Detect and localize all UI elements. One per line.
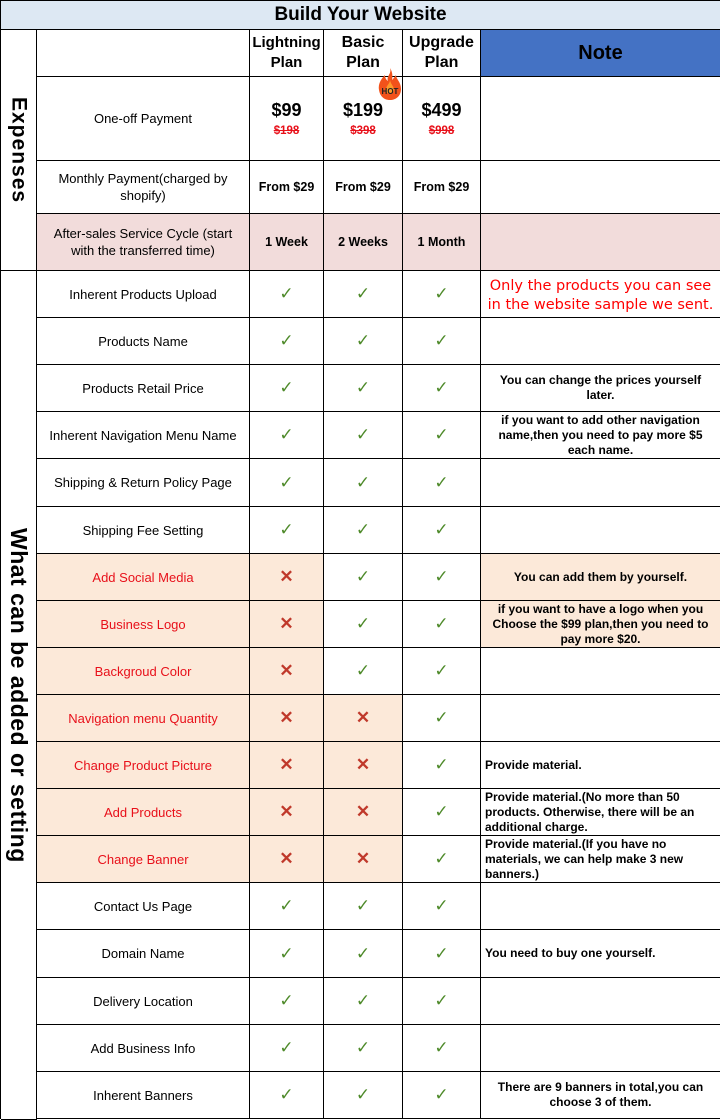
price: $499 bbox=[421, 100, 462, 120]
feature-note bbox=[481, 1025, 720, 1072]
check-icon: ✓ bbox=[403, 459, 481, 507]
check-icon: ✓ bbox=[250, 930, 324, 978]
feature-label: Navigation menu Quantity bbox=[37, 695, 250, 742]
plan-name-line2: Plan bbox=[346, 54, 380, 71]
price-cell-lightning bbox=[250, 77, 324, 161]
note-monthly bbox=[481, 161, 720, 214]
feature-note bbox=[481, 459, 720, 507]
cross-icon: ✕ bbox=[324, 789, 403, 836]
plan-name-line2: Plan bbox=[270, 54, 303, 71]
row-label-service: After-sales Service Cycle (start with the transferred time) bbox=[37, 214, 250, 271]
check-icon: ✓ bbox=[324, 1072, 403, 1119]
cross-icon: ✕ bbox=[250, 695, 324, 742]
feature-label: Add Social Media bbox=[37, 554, 250, 601]
feature-label: Contact Us Page bbox=[37, 883, 250, 930]
check-icon: ✓ bbox=[403, 978, 481, 1025]
cross-icon: ✕ bbox=[250, 554, 324, 601]
feature-label: Business Logo bbox=[37, 601, 250, 648]
check-icon: ✓ bbox=[250, 459, 324, 507]
check-icon: ✓ bbox=[250, 365, 324, 412]
note-service bbox=[481, 214, 720, 271]
check-icon: ✓ bbox=[324, 1025, 403, 1072]
feature-label: Products Retail Price bbox=[37, 365, 250, 412]
check-icon: ✓ bbox=[403, 742, 481, 789]
check-icon: ✓ bbox=[403, 789, 481, 836]
cross-icon: ✕ bbox=[324, 695, 403, 742]
check-icon: ✓ bbox=[324, 930, 403, 978]
cross-icon: ✕ bbox=[250, 789, 324, 836]
feature-label: Shipping & Return Policy Page bbox=[37, 459, 250, 507]
check-icon: ✓ bbox=[324, 271, 403, 318]
row-label-monthly: Monthly Payment(charged by shopify) bbox=[37, 161, 250, 214]
feature-note: There are 9 banners in total,you can choose 3 of them. bbox=[481, 1072, 720, 1119]
note-header: Note bbox=[481, 30, 720, 77]
check-icon: ✓ bbox=[250, 318, 324, 365]
hot-badge-text: HOT bbox=[381, 87, 399, 96]
feature-note: Provide material.(If you have no materials, we can help make 3 new banners.) bbox=[481, 836, 720, 883]
hot-flame-icon bbox=[377, 67, 403, 101]
monthly-upgrade: From $29 bbox=[403, 161, 481, 214]
cross-icon: ✕ bbox=[250, 601, 324, 648]
check-icon: ✓ bbox=[250, 883, 324, 930]
plan-name-line2: Plan bbox=[424, 54, 459, 71]
check-icon: ✓ bbox=[324, 412, 403, 459]
check-icon: ✓ bbox=[324, 978, 403, 1025]
check-icon: ✓ bbox=[250, 1025, 324, 1072]
cross-icon: ✕ bbox=[324, 742, 403, 789]
table-title: Build Your Website bbox=[1, 1, 720, 30]
note-one-off bbox=[481, 77, 720, 161]
feature-label: Domain Name bbox=[37, 930, 250, 978]
check-icon: ✓ bbox=[403, 648, 481, 695]
check-icon: ✓ bbox=[250, 978, 324, 1025]
check-icon: ✓ bbox=[403, 412, 481, 459]
feature-note: You need to buy one yourself. bbox=[481, 930, 720, 978]
check-icon: ✓ bbox=[324, 883, 403, 930]
plan-name-line1: Upgrade bbox=[409, 34, 474, 51]
check-icon: ✓ bbox=[324, 507, 403, 554]
check-icon: ✓ bbox=[324, 365, 403, 412]
feature-note: if you want to add other navigation name,then you need to pay more $5 each name. bbox=[481, 412, 720, 459]
feature-label: Backgroud Color bbox=[37, 648, 250, 695]
feature-note bbox=[481, 695, 720, 742]
check-icon: ✓ bbox=[324, 554, 403, 601]
check-icon: ✓ bbox=[324, 648, 403, 695]
check-icon: ✓ bbox=[403, 601, 481, 648]
features-label: What can be added or setting bbox=[6, 527, 32, 863]
check-icon: ✓ bbox=[403, 695, 481, 742]
service-basic: 2 Weeks bbox=[324, 214, 403, 271]
feature-label: Change Product Picture bbox=[37, 742, 250, 789]
cross-icon: ✕ bbox=[324, 836, 403, 883]
feature-label: Products Name bbox=[37, 318, 250, 365]
feature-note: Provide material.(No more than 50 products. Otherwise, there will be an additional charge. bbox=[481, 789, 720, 836]
cross-icon: ✕ bbox=[250, 742, 324, 789]
feature-label: Add Products bbox=[37, 789, 250, 836]
feature-label: Inherent Products Upload bbox=[37, 271, 250, 318]
check-icon: ✓ bbox=[403, 271, 481, 318]
check-icon: ✓ bbox=[324, 601, 403, 648]
service-lightning: 1 Week bbox=[250, 214, 324, 271]
check-icon: ✓ bbox=[403, 883, 481, 930]
check-icon: ✓ bbox=[403, 1025, 481, 1072]
feature-note: Provide material. bbox=[481, 742, 720, 789]
check-icon: ✓ bbox=[250, 271, 324, 318]
check-icon: ✓ bbox=[403, 507, 481, 554]
check-icon: ✓ bbox=[403, 930, 481, 978]
check-icon: ✓ bbox=[403, 1072, 481, 1119]
feature-note bbox=[481, 318, 720, 365]
check-icon: ✓ bbox=[403, 318, 481, 365]
feature-note bbox=[481, 507, 720, 554]
feature-label: Change Banner bbox=[37, 836, 250, 883]
plan-name-line1: Lightning bbox=[252, 34, 321, 51]
price-cell-upgrade bbox=[403, 77, 481, 161]
cross-icon: ✕ bbox=[250, 648, 324, 695]
price: $99 bbox=[271, 100, 302, 120]
expenses-section bbox=[1, 30, 37, 271]
check-icon: ✓ bbox=[403, 836, 481, 883]
header-blank bbox=[37, 30, 250, 77]
feature-label: Add Business Info bbox=[37, 1025, 250, 1072]
plan-header-lightning bbox=[250, 30, 324, 77]
monthly-lightning: From $29 bbox=[250, 161, 324, 214]
feature-note: Only the products you can see in the website sample we sent. bbox=[481, 271, 720, 318]
feature-note bbox=[481, 883, 720, 930]
feature-note bbox=[481, 978, 720, 1025]
expenses-label: Expenses bbox=[7, 96, 31, 204]
feature-note: You can add them by yourself. bbox=[481, 554, 720, 601]
feature-note bbox=[481, 648, 720, 695]
feature-note: You can change the prices yourself later. bbox=[481, 365, 720, 412]
old-price: $398 bbox=[350, 125, 376, 137]
check-icon: ✓ bbox=[403, 554, 481, 601]
plan-name-line1: Basic bbox=[341, 34, 385, 51]
price: $199 bbox=[342, 100, 384, 120]
plan-header-upgrade bbox=[403, 30, 481, 77]
check-icon: ✓ bbox=[324, 459, 403, 507]
features-section bbox=[1, 271, 37, 1120]
check-icon: ✓ bbox=[250, 412, 324, 459]
monthly-basic: From $29 bbox=[324, 161, 403, 214]
cross-icon: ✕ bbox=[250, 836, 324, 883]
check-icon: ✓ bbox=[403, 365, 481, 412]
check-icon: ✓ bbox=[250, 507, 324, 554]
feature-label: Delivery Location bbox=[37, 978, 250, 1025]
feature-note: if you want to have a logo when you Choose the $99 plan,then you need to pay more $20. bbox=[481, 601, 720, 648]
check-icon: ✓ bbox=[324, 318, 403, 365]
check-icon: ✓ bbox=[250, 1072, 324, 1119]
feature-label: Shipping Fee Setting bbox=[37, 507, 250, 554]
service-upgrade: 1 Month bbox=[403, 214, 481, 271]
row-label-one-off: One-off Payment bbox=[37, 77, 250, 161]
old-price: $198 bbox=[273, 125, 300, 137]
feature-label: Inherent Banners bbox=[37, 1072, 250, 1119]
old-price: $998 bbox=[428, 125, 455, 137]
feature-label: Inherent Navigation Menu Name bbox=[37, 412, 250, 459]
